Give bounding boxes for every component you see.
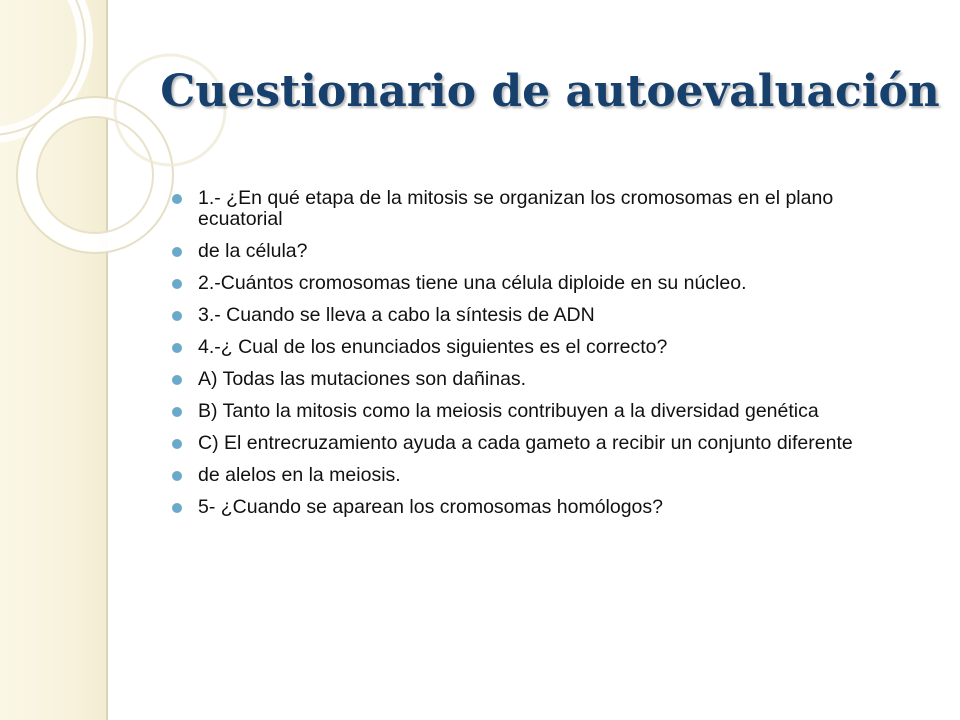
list-item: [170, 401, 910, 422]
list-item-text: B) Tanto la mitosis como la meiosis contribuyen a la diversidad genética: [198, 400, 819, 422]
bullet-dot-icon: [172, 439, 182, 449]
bullet-dot-icon: [172, 194, 182, 204]
bullet-dot-icon: [172, 279, 182, 289]
page-title: Cuestionario de autoevaluación: [160, 66, 940, 117]
list-item-text: 1.- ¿En qué etapa de la mitosis se organizan los cromosomas en el plano ecuatorial: [198, 187, 834, 230]
list-item-text: de alelos en la meiosis.: [198, 464, 401, 486]
bullet-dot-icon: [172, 471, 182, 481]
list-item-text: 4.-¿ Cual de los enunciados siguientes es el correcto?: [198, 336, 668, 358]
list-item: [170, 241, 910, 262]
bullet-dot-icon: [172, 407, 182, 417]
list-item: [170, 369, 910, 390]
list-item: [170, 188, 910, 230]
list-item: [170, 305, 910, 326]
bullet-dot-icon: [172, 311, 182, 321]
list-item-text: C) El entrecruzamiento ayuda a cada gameto a recibir un conjunto diferente: [198, 432, 853, 454]
bullet-dot-icon: [172, 247, 182, 257]
list-item: [170, 465, 910, 486]
list-item-text: 2.-Cuántos cromosomas tiene una célula diploide en su núcleo.: [198, 272, 747, 294]
bullet-dot-icon: [172, 343, 182, 353]
list-item: [170, 337, 910, 358]
list-item: [170, 433, 910, 454]
list-item-text: A) Todas las mutaciones son dañinas.: [198, 368, 527, 390]
list-item: [170, 273, 910, 294]
list-item: [170, 497, 910, 518]
list-item-text: de la célula?: [198, 240, 308, 262]
question-list: [170, 188, 910, 529]
list-item-text: 5- ¿Cuando se aparean los cromosomas homólogos?: [198, 496, 664, 518]
bullet-dot-icon: [172, 503, 182, 513]
list-item-text: 3.- Cuando se lleva a cabo la síntesis de ADN: [198, 304, 595, 326]
bullet-dot-icon: [172, 375, 182, 385]
